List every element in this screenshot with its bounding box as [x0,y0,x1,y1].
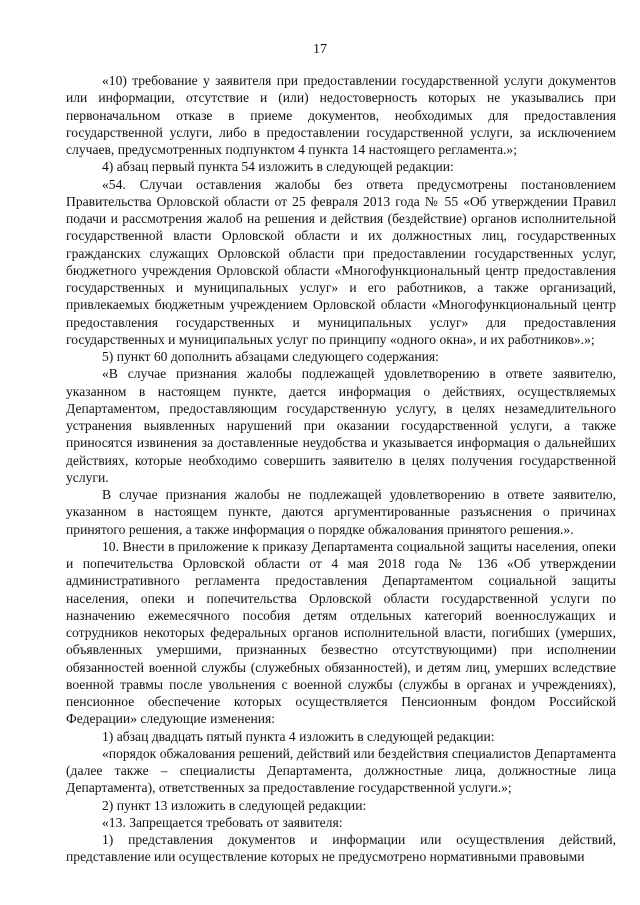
paragraph-subpoint-5: 5) пункт 60 дополнить абзацами следующего содержания: [102,349,439,364]
paragraph-subpoint-4: 4) абзац первый пункта 54 изложить в следующей редакции: [102,159,454,175]
paragraph-point-13-item-1: 1) представления документов и информации или осуществления действий, представление или осуществление которых не предусмотрено нормативными правовыми [66,832,616,865]
paragraph-point-54: «54. Случаи оставления жалобы без ответа предусмотрены постановлением Правительства Орловской области от 25 февраля 2013 года № 55 «Об утверждении Правил подачи и рассмотрения жалоб на решения и действия (бездействие) органов исполнительной государственной власти Орловской области и их должностных лиц, государственных гражданских служащих Орловской области при предоставлении государственных услуг, бюджетного учреждения Орловской области «Многофункциональный центр предоставления государственных и муниципальных услуг» и его работников, а также организаций, привлекаемых бюджетным учреждением Орловской области «Многофункциональный центр предоставления государственных и муниципальных услуг» для предоставления государственных и муниципальных услуг по принципу «одного окна», и их работников».»; [66,176,616,347]
document-body [66,72,616,866]
paragraph-point-13: «13. Запрещается требовать от заявителя: [102,814,343,830]
paragraph-complaint-satisfied: «В случае признания жалобы подлежащей удовлетворению в ответе заявителю, указанном в настоящем пункте, дается информация о действиях, осуществляемых Департаментом, предоставляющим государственную услугу, в целях незамедлительного устранения выявленных нарушений при оказании государственной услуги, а также приносятся извинения за доставленные неудобства и указывается информация о дальнейших действиях, которые необходимо совершить заявителю в целях получения государственной услуги. [66,366,616,485]
paragraph-subpoint-1: 1) абзац двадцать пятый пункта 4 изложить в следующей редакции: [102,728,495,744]
paragraph-subpoint-2: 2) пункт 13 изложить в следующей редакции: [102,797,367,813]
paragraph-item-10: «10) требование у заявителя при предоставлении государственной услуги документов или информации, отсутствие и (или) недостоверность которых не указывались при первоначальном отказе в приеме документов, необходимых для предоставления государственной услуги, либо в предоставлении государственной услуги, за исключением случаев, предусмотренных подпунктом 4 пункта 14 настоящего регламента.»; [66,73,616,157]
paragraph-appeal-procedure: «порядок обжалования решений, действий или бездействия специалистов Департамента (далее также – специалисты Департамента, должностные лица, должностные лица Департамента), ответственных за предоставление государственной услуги.»; [66,745,616,796]
paragraph-complaint-rejected: В случае признания жалобы не подлежащей удовлетворению в ответе заявителю, указанном в настоящем пункте, даются аргументированные разъяснения о причинах принятого решения, а также информация о порядке обжалования принятого решения.». [66,487,616,537]
page-number: 17 [313,42,327,57]
paragraph-point-10: 10. Внести в приложение к приказу Департамента социальной защиты населения, опеки и попечительства Орловской области от 4 мая 2018 года № 136 «Об утверждении административного регламента предоставления Департаментом социальной защиты населения, опеки и попечительства Орловской области государственной услуги по назначению ежемесячного пособия детям отдельных категорий военнослужащих и сотрудников некоторых федеральных органов исполнительной власти, погибших (умерших, объявленных умершими, признанных безвестно отсутствующими) при исполнении обязанностей военной службы (служебных обязанностей), и детям лиц, умерших вследствие военной травмы после увольнения с военной службы (службы в органах и учреждениях), пенсионное обеспечение которых осуществляется Пенсионным фондом Российской Федерации» следующие изменения: [66,538,616,727]
